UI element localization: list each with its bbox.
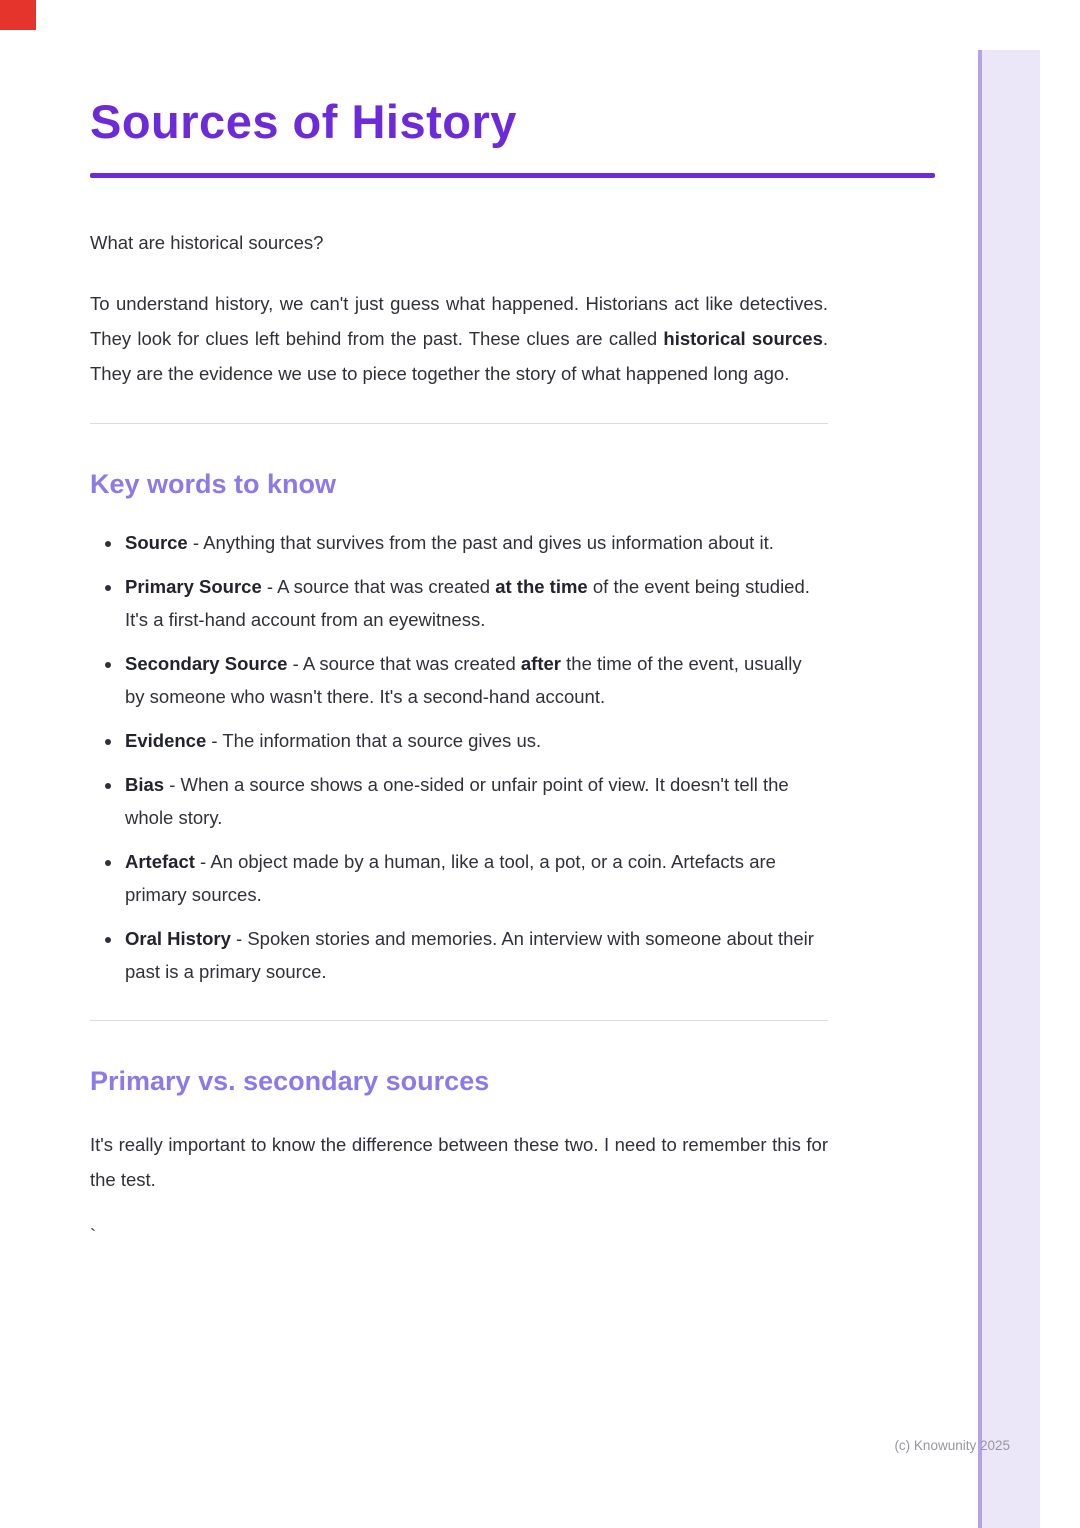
keywords-list: [90, 526, 820, 988]
copyright-footer: (c) Knowunity 2025: [894, 1438, 1010, 1453]
keyword-item-evidence: • Evidence - The information that a source gives us.: [123, 724, 820, 757]
keyword-item-primary-source: • Primary Source - A source that was created at the time of the event being studied. It's a first-hand account from an eyewitness.: [123, 570, 820, 636]
section-divider: [90, 1020, 828, 1021]
primary-vs-secondary-heading: Primary vs. secondary sources: [90, 1066, 490, 1096]
stray-backtick-character: `: [90, 1225, 97, 1246]
intro-paragraph: To understand history, we can't just guess what happened. Historians act like detectives. They look for clues left behind from the past. These clues are called historical sources. They are the evidence we use to piece together the story of what happened long ago.: [90, 293, 828, 384]
keyword-item-source: • Source - Anything that survives from the past and gives us information about it.: [123, 526, 820, 559]
keyword-item-oral-history: • Oral History - Spoken stories and memories. An interview with someone about their past is a primary source.: [123, 922, 820, 988]
intro-question: What are historical sources?: [90, 232, 324, 253]
keyword-item-bias: • Bias - When a source shows a one-sided or unfair point of view. It doesn't tell the whole story.: [123, 768, 820, 834]
document-content: [90, 0, 935, 1249]
section-divider: [90, 423, 828, 424]
keyword-item-artefact: • Artefact - An object made by a human, like a tool, a pot, or a coin. Artefacts are primary sources.: [123, 845, 820, 911]
title-underline-rule: [90, 173, 935, 178]
right-side-panel: [978, 50, 1040, 1528]
primary-vs-secondary-paragraph: It's really important to know the difference between these two. I need to remember this for the test.: [90, 1134, 828, 1190]
keywords-heading: Key words to know: [90, 469, 337, 499]
page-title: Sources of History: [90, 95, 517, 148]
text-column: [90, 230, 828, 1249]
red-corner-mark: [0, 0, 36, 30]
keyword-item-secondary-source: • Secondary Source - A source that was created after the time of the event, usually by someone who wasn't there. It's a second-hand account.: [123, 647, 820, 713]
